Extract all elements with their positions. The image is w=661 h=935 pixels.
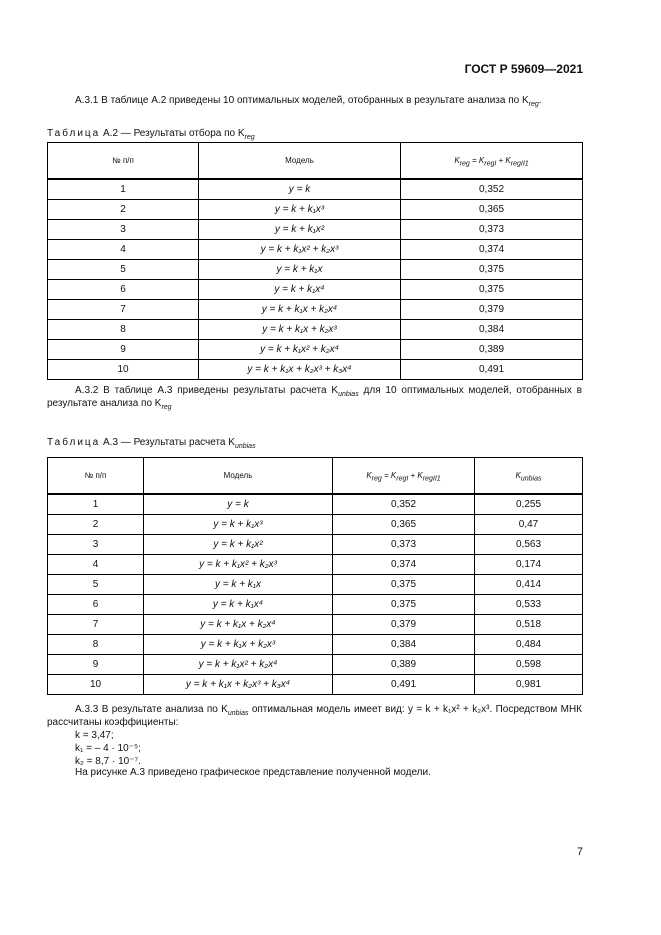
col-number-header: № п/п	[48, 458, 144, 495]
table-row	[48, 635, 583, 655]
row-number-cell: 8	[48, 635, 144, 655]
table-row	[48, 595, 583, 615]
row-kreg-cell: 0,375	[333, 595, 475, 615]
row-kunbias-cell: 0,47	[475, 515, 583, 535]
row-number-cell: 5	[48, 575, 144, 595]
table-a3-caption	[47, 437, 256, 448]
row-model-cell: y = k + k₁x²	[144, 535, 333, 555]
paragraph-a31	[47, 94, 582, 107]
table-row	[48, 260, 583, 280]
row-kunbias-cell: 0,174	[475, 555, 583, 575]
coef-k2: k₂ = 8,7 · 10⁻⁷.	[75, 756, 141, 767]
row-model-cell: y = k + k₁x + k₂x³ + k₃x⁴	[199, 360, 401, 380]
row-kunbias-cell: 0,563	[475, 535, 583, 555]
row-model-cell: y = k + k₁x + k₂x³	[144, 635, 333, 655]
row-kreg-cell: 0,375	[401, 260, 583, 280]
row-kreg-cell: 0,374	[401, 240, 583, 260]
row-number-cell: 2	[48, 515, 144, 535]
col-kreg-header: $K_{reg} = K_{regI} + K_{regII1}$	[333, 458, 475, 495]
row-kreg-cell: 0,389	[333, 655, 475, 675]
row-number-cell: 6	[48, 595, 144, 615]
row-model-cell: y = k + k₁x² + k₂x³	[144, 555, 333, 575]
caption-sub: unbias	[234, 443, 256, 450]
row-kreg-cell: 0,352	[333, 494, 475, 515]
row-number-cell: 5	[48, 260, 199, 280]
table-a3	[47, 457, 583, 695]
row-kunbias-cell: 0,255	[475, 494, 583, 515]
row-number-cell: 3	[48, 535, 144, 555]
table-row	[48, 320, 583, 340]
row-number-cell: 9	[48, 655, 144, 675]
caption-sub: reg	[244, 134, 255, 141]
coef-k1: k₁ = – 4 · 10⁻⁵;	[75, 743, 141, 754]
row-model-cell: y = k + k₁x	[144, 575, 333, 595]
row-number-cell: 10	[48, 675, 144, 695]
row-kunbias-cell: 0,484	[475, 635, 583, 655]
standard-designation: ГОСТ Р 59609—2021	[464, 62, 583, 76]
paragraph-a31-text: А.3.1 В таблице А.2 приведены 10 оптимальных моделей, отобранных в результате анализа по K	[75, 95, 529, 106]
row-number-cell: 6	[48, 280, 199, 300]
paragraph-a32-sub: unbias	[338, 391, 359, 398]
row-number-cell: 9	[48, 340, 199, 360]
row-kreg-cell: 0,491	[333, 675, 475, 695]
caption-rest: А.3 — Результаты расчета K	[100, 437, 235, 448]
table-a2	[47, 142, 583, 380]
row-number-cell: 3	[48, 220, 199, 240]
table-row	[48, 655, 583, 675]
row-kreg-cell: 0,352	[401, 179, 583, 200]
row-model-cell: y = k + k₁x² + k₂x⁴	[199, 340, 401, 360]
row-number-cell: 1	[48, 494, 144, 515]
row-kreg-cell: 0,373	[333, 535, 475, 555]
row-model-cell: y = k + k₁x² + k₂x⁴	[144, 655, 333, 675]
row-model-cell: y = k	[199, 179, 401, 200]
table-row	[48, 300, 583, 320]
row-kreg-cell: 0,365	[333, 515, 475, 535]
paragraph-a32-mid: для 10 оптимальных моделей, отобранных в результате анализа по K	[47, 385, 582, 409]
table-row	[48, 340, 583, 360]
paragraph-a33-b: оптимальная модель имеет вид: y = k + k₁x² + k₂x³. Посредством МНК рассчитаны коэффициенты:	[47, 704, 582, 728]
table-row	[48, 200, 583, 220]
table-a2-caption	[47, 128, 255, 139]
col-model-header: Модель	[144, 458, 333, 495]
caption-word: Таблица	[47, 437, 101, 448]
row-kreg-cell: 0,384	[333, 635, 475, 655]
paragraph-a33	[47, 703, 582, 729]
paragraph-a33-a: А.3.3 В результате анализа по K	[75, 704, 228, 715]
row-kunbias-cell: 0,533	[475, 595, 583, 615]
paragraph-a32-text: А.3.2 В таблице А.3 приведены результаты расчета K	[75, 385, 339, 396]
table-row	[48, 179, 583, 200]
paragraph-a32	[47, 384, 582, 410]
row-kunbias-cell: 0,981	[475, 675, 583, 695]
row-model-cell: y = k + k₁x³	[199, 200, 401, 220]
row-number-cell: 4	[48, 240, 199, 260]
row-kunbias-cell: 0,414	[475, 575, 583, 595]
row-kreg-cell: 0,375	[333, 575, 475, 595]
paragraph-a31-end: .	[538, 95, 542, 106]
row-model-cell: y = k + k₁x + k₂x³ + k₃x⁴	[144, 675, 333, 695]
row-model-cell: y = k + k₁x + k₂x⁴	[199, 300, 401, 320]
table-row	[48, 675, 583, 695]
row-kreg-cell: 0,379	[333, 615, 475, 635]
col-kunbias-header: $K_{unbias}$	[475, 458, 583, 495]
row-number-cell: 7	[48, 300, 199, 320]
table-row	[48, 615, 583, 635]
table-row	[48, 555, 583, 575]
table-row	[48, 240, 583, 260]
row-model-cell: y = k + k₁x⁴	[199, 280, 401, 300]
row-kunbias-cell: 0,598	[475, 655, 583, 675]
table-row	[48, 220, 583, 240]
row-number-cell: 4	[48, 555, 144, 575]
row-number-cell: 2	[48, 200, 199, 220]
paragraph-a31-sub: reg	[528, 101, 539, 108]
table-row	[48, 515, 583, 535]
page-number: 7	[576, 846, 583, 858]
row-kreg-cell: 0,379	[401, 300, 583, 320]
row-kreg-cell: 0,373	[401, 220, 583, 240]
col-kreg-header: $K_{reg} = K_{regI} + K_{regII1}$	[401, 143, 583, 180]
row-number-cell: 1	[48, 179, 199, 200]
row-kreg-cell: 0,374	[333, 555, 475, 575]
row-kreg-cell: 0,491	[401, 360, 583, 380]
table-row	[48, 535, 583, 555]
row-model-cell: y = k + k₁x + k₂x³	[199, 320, 401, 340]
row-model-cell: y = k + k₁x³	[144, 515, 333, 535]
row-model-cell: y = k + k₁x	[199, 260, 401, 280]
row-model-cell: y = k + k₁x²	[199, 220, 401, 240]
col-model-header: Модель	[199, 143, 401, 180]
paragraph-a32-sub2: reg	[161, 404, 172, 411]
row-kreg-cell: 0,389	[401, 340, 583, 360]
table-row	[48, 360, 583, 380]
row-kunbias-cell: 0,518	[475, 615, 583, 635]
row-number-cell: 8	[48, 320, 199, 340]
caption-rest: А.2 — Результаты отбора по K	[100, 128, 245, 139]
row-model-cell: y = k + k₁x⁴	[144, 595, 333, 615]
table-row	[48, 280, 583, 300]
coef-k: k = 3,47;	[75, 730, 114, 741]
row-number-cell: 7	[48, 615, 144, 635]
row-kreg-cell: 0,365	[401, 200, 583, 220]
row-model-cell: y = k + k₁x² + k₂x³	[199, 240, 401, 260]
row-kreg-cell: 0,375	[401, 280, 583, 300]
col-number-header: № п/п	[48, 143, 199, 180]
row-number-cell: 10	[48, 360, 199, 380]
row-kreg-cell: 0,384	[401, 320, 583, 340]
paragraph-a33-sub: unbias	[227, 710, 249, 717]
table-row	[48, 494, 583, 515]
figure-reference: На рисунке А.3 приведено графическое представление полученной модели.	[75, 767, 431, 778]
row-model-cell: y = k	[144, 494, 333, 515]
row-model-cell: y = k + k₁x + k₂x⁴	[144, 615, 333, 635]
table-row	[48, 575, 583, 595]
caption-word: Таблица	[47, 128, 101, 139]
